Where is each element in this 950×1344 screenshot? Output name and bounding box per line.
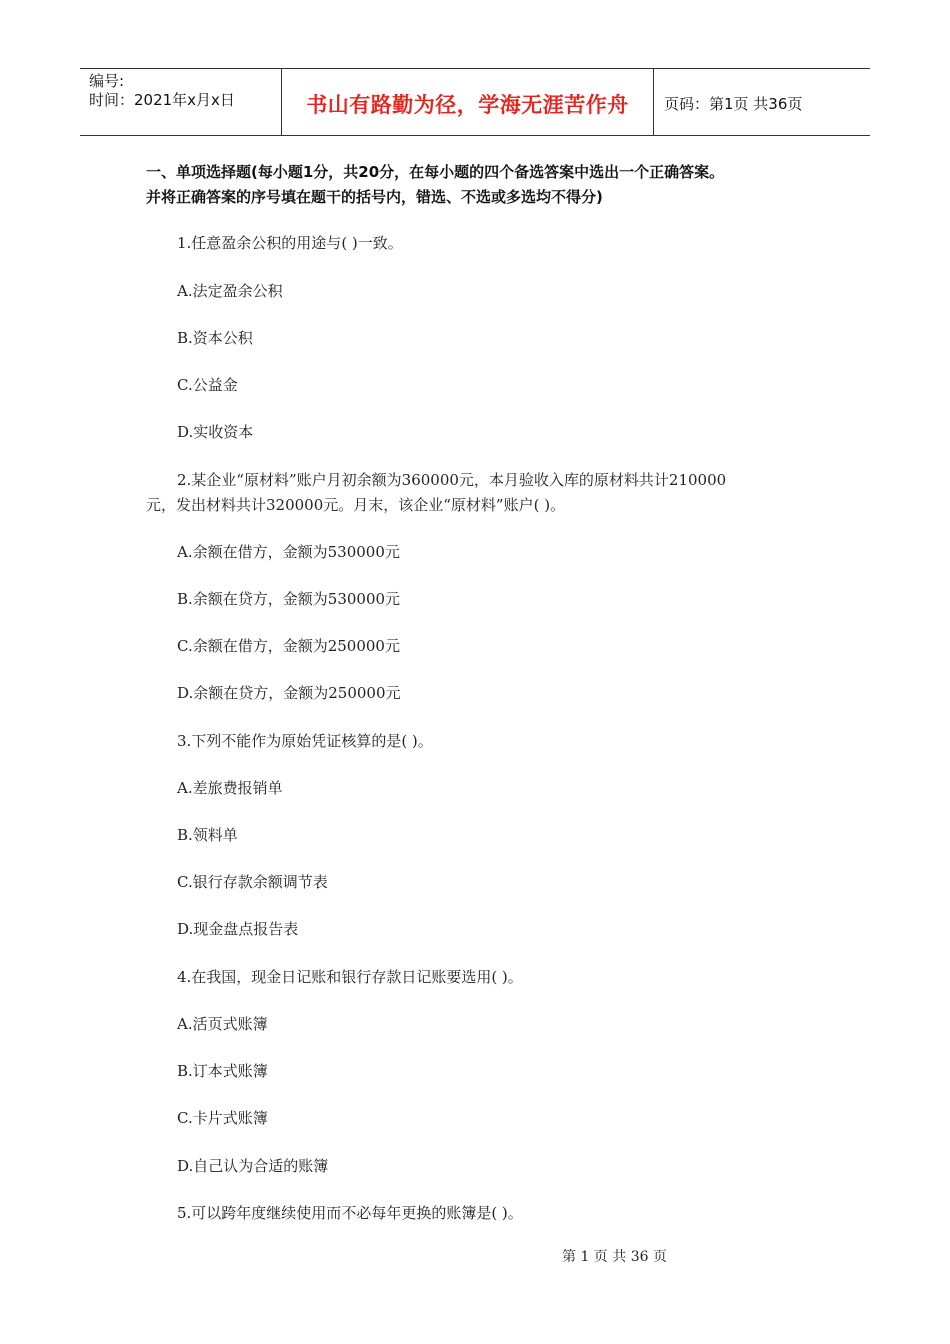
header-meta: [80, 69, 282, 135]
option-4a: A.活页式账簿: [177, 1015, 268, 1033]
question-2-line-1: 2.某企业“原材料”账户月初余额为360000元，本月验收入库的原材料共计210000: [177, 471, 727, 489]
option-2d: D.余额在贷方，金额为250000元: [177, 684, 401, 702]
option-3a: A.差旅费报销单: [177, 779, 283, 797]
option-1d: D.实收资本: [177, 423, 254, 441]
serial-label: 编号:: [89, 72, 125, 90]
motto: 书山有路勤为径，学海无涯苦作舟: [306, 92, 629, 117]
option-4b: B.订本式账簿: [177, 1062, 268, 1080]
option-2a: A.余额在借方，金额为530000元: [177, 543, 400, 561]
option-1b: B.资本公积: [177, 329, 253, 347]
question-4: 4.在我国，现金日记账和银行存款日记账要选用( )。: [177, 968, 523, 986]
question-2-line-2: 元，发出材料共计320000元。月末，该企业“原材料”账户( )。: [146, 496, 566, 514]
header-motto-cell: [282, 69, 654, 135]
header-page-info: [654, 69, 870, 135]
page-footer: 第 1 页 共 36 页: [562, 1249, 667, 1265]
option-2c: C.余额在借方，金额为250000元: [177, 637, 400, 655]
option-3c: C.银行存款余额调节表: [177, 873, 328, 891]
section-title-line-2: 并将正确答案的序号填在题干的括号内，错选、不选或多选均不得分): [146, 188, 603, 206]
option-3d: D.现金盘点报告表: [177, 920, 299, 938]
question-5: 5.可以跨年度继续使用而不必每年更换的账簿是( )。: [177, 1204, 523, 1222]
option-2b: B.余额在贷方，金额为530000元: [177, 590, 401, 608]
question-1: 1.任意盈余公积的用途与( )一致。: [177, 234, 403, 252]
time-label: 时间：2021年x月x日: [89, 91, 235, 109]
option-1a: A.法定盈余公积: [177, 282, 283, 300]
question-3: 3.下列不能作为原始凭证核算的是( )。: [177, 732, 433, 750]
page-info: 页码：第1页 共36页: [664, 94, 803, 113]
section-title: [146, 160, 826, 210]
option-3b: B.领料单: [177, 826, 238, 844]
document-header: [80, 68, 870, 136]
option-4c: C.卡片式账簿: [177, 1109, 268, 1127]
option-1c: C.公益金: [177, 376, 238, 394]
section-title-line-1: 一、单项选择题(每小题1分，共20分，在每小题的四个备选答案中选出一个正确答案。: [146, 163, 725, 181]
option-4d: D.自己认为合适的账簿: [177, 1157, 329, 1175]
